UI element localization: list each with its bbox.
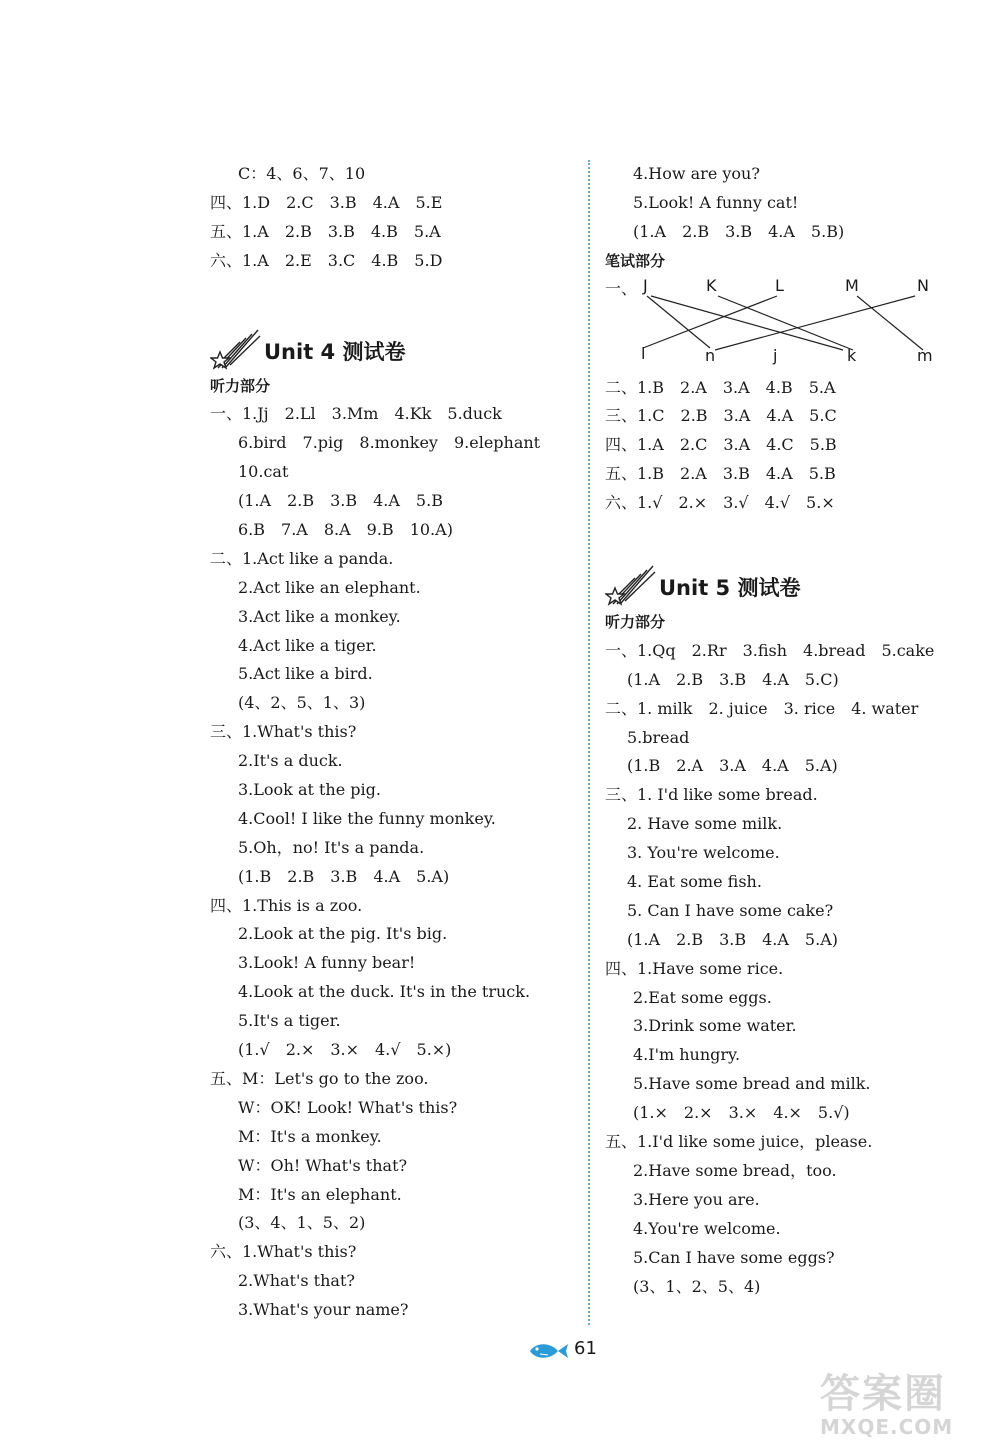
answer-line: 六、1.√ 2.× 3.√ 4.√ 5.× bbox=[605, 493, 835, 513]
match-bottom-j: j bbox=[773, 345, 778, 365]
answer-line: 四、1.Have some rice. bbox=[605, 958, 784, 978]
answer-line: (3、1、2、5、4) bbox=[633, 1276, 761, 1296]
column-divider bbox=[588, 160, 590, 1325]
answer-line: 6.B 7.A 8.A 9.B 10.A) bbox=[238, 520, 453, 540]
answer-line: 二、1. milk 2. juice 3. rice 4. water bbox=[605, 698, 919, 718]
right-answer-list bbox=[605, 637, 950, 1301]
match-top-J: J bbox=[643, 275, 648, 295]
answer-line: (1.A 2.B 3.B 4.A 5.B bbox=[238, 491, 443, 511]
watermark-top: 答案圈 bbox=[820, 1371, 946, 1417]
answer-line: 3.Here you are. bbox=[633, 1189, 760, 1209]
answer-line: 二、1.B 2.A 3.A 4.B 5.A bbox=[605, 377, 836, 397]
unit4-title: Unit 4 测试卷 bbox=[264, 339, 406, 364]
answer-line: 3.Look! A funny bear! bbox=[238, 953, 416, 973]
answer-line: 4.You're welcome. bbox=[633, 1218, 781, 1238]
right-top-lines bbox=[605, 160, 950, 247]
answer-line: 一、1.Jj 2.Ll 3.Mm 4.Kk 5.duck bbox=[210, 404, 502, 424]
answer-line: 六、1.What's this? bbox=[210, 1242, 357, 1262]
answer-line: 2.What's that? bbox=[238, 1271, 355, 1291]
answer-line: 一、1.Qq 2.Rr 3.fish 4.bread 5.cake bbox=[605, 640, 935, 660]
left-top-lines bbox=[210, 160, 570, 276]
answer-line: 五、1.I'd like some juice，please. bbox=[605, 1132, 873, 1152]
match-top-M: M bbox=[845, 275, 859, 295]
answer-line: (1.A 2.B 3.B 4.A 5.C) bbox=[627, 669, 839, 689]
answer-line: 3.Act like a monkey. bbox=[238, 606, 401, 626]
listening-label: 听力部分 bbox=[605, 613, 666, 632]
match-top-K: K bbox=[706, 275, 717, 295]
answer-line: (1.B 2.B 3.B 4.A 5.A) bbox=[238, 866, 450, 886]
answer-line: (1.B 2.A 3.A 4.A 5.A) bbox=[627, 756, 838, 776]
answer-line: (4、2、5、1、3) bbox=[238, 693, 366, 713]
fish-icon bbox=[526, 1340, 570, 1362]
match-bottom-l: l bbox=[641, 343, 646, 363]
answer-line: 4.Cool! I like the funny monkey. bbox=[238, 808, 496, 828]
shooting-star-icon bbox=[605, 558, 657, 608]
answer-line: 4. Eat some fish. bbox=[627, 872, 762, 892]
answer-line: 5.Act like a bird. bbox=[238, 664, 373, 684]
match-line-m bbox=[857, 296, 923, 350]
answer-line: (3、4、1、5、2) bbox=[238, 1213, 366, 1233]
unit5-heading bbox=[605, 546, 950, 608]
answer-line: 四、1.D 2.C 3.B 4.A 5.E bbox=[210, 192, 443, 212]
match-top-L: L bbox=[775, 275, 784, 295]
left-answer-list bbox=[210, 400, 570, 1325]
match-line-n-a bbox=[643, 296, 777, 348]
answer-line: 6.bird 7.pig 8.monkey 9.elephant bbox=[238, 433, 541, 453]
answer-line: 五、1.B 2.A 3.B 4.A 5.B bbox=[605, 464, 836, 484]
match-prefix: 一、 bbox=[605, 278, 638, 298]
answer-line: C：4、6、7、10 bbox=[238, 164, 366, 183]
answer-line: W：OK! Look! What's this? bbox=[238, 1097, 458, 1117]
answer-line: 4.How are you? bbox=[633, 164, 760, 183]
answer-line: 五、1.A 2.B 3.B 4.B 5.A bbox=[210, 221, 441, 241]
answer-line: 四、1.This is a zoo. bbox=[210, 895, 363, 915]
answer-line: 4.Act like a tiger. bbox=[238, 635, 377, 655]
left-column bbox=[210, 160, 570, 1325]
match-bottom-n: n bbox=[705, 345, 716, 365]
answer-line: 10.cat bbox=[238, 462, 289, 482]
answer-line: 3. You're welcome. bbox=[627, 843, 780, 863]
answer-line: 2.Look at the pig. It's big. bbox=[238, 924, 448, 944]
answer-line: 2.Have some bread，too. bbox=[633, 1160, 837, 1180]
match-bottom-k: k bbox=[847, 345, 857, 365]
answer-line: 二、1.Act like a panda. bbox=[210, 548, 394, 568]
answer-line: 5.Can I have some eggs? bbox=[633, 1247, 835, 1267]
unit5-title: Unit 5 测试卷 bbox=[659, 576, 801, 601]
answer-line: 2. Have some milk. bbox=[627, 814, 783, 834]
answer-line: 2.Act like an elephant. bbox=[238, 577, 421, 597]
answer-line: 3.Look at the pig. bbox=[238, 780, 381, 800]
answer-line: 4.I'm hungry. bbox=[633, 1045, 741, 1065]
answer-line: (1.× 2.× 3.× 4.× 5.√) bbox=[633, 1103, 850, 1123]
right-column bbox=[605, 160, 950, 1301]
written-label: 笔试部分 bbox=[605, 251, 666, 270]
match-top-N: N bbox=[917, 275, 929, 295]
answer-line: 五、M：Let's go to the zoo. bbox=[210, 1068, 429, 1088]
answer-line: (1.A 2.B 3.B 4.A 5.A) bbox=[627, 929, 838, 949]
page-number: 61 bbox=[574, 1338, 597, 1359]
answer-line: 2.It's a duck. bbox=[238, 751, 343, 771]
matching-exercise bbox=[605, 276, 950, 374]
right-mid-lines bbox=[605, 374, 950, 518]
answer-line: 三、1.C 2.B 3.A 4.A 5.C bbox=[605, 406, 837, 426]
shooting-star-icon bbox=[210, 322, 262, 372]
answer-line: W：Oh! What's that? bbox=[238, 1155, 408, 1175]
answer-line: 3.What's your name? bbox=[238, 1300, 409, 1320]
answer-line: 5.Oh，no! It's a panda. bbox=[238, 837, 425, 857]
answer-line: 三、1.What's this? bbox=[210, 722, 357, 742]
answer-line: 5.bread bbox=[627, 727, 690, 747]
answer-line: 4.Look at the duck. It's in the truck. bbox=[238, 982, 531, 1002]
answer-line: 5. Can I have some cake? bbox=[627, 900, 834, 920]
answer-line: 四、1.A 2.C 3.A 4.C 5.B bbox=[605, 435, 837, 455]
match-line-k bbox=[718, 296, 853, 350]
answer-line: 5.Have some bread and milk. bbox=[633, 1074, 871, 1094]
answer-line: 5.It's a tiger. bbox=[238, 1011, 341, 1031]
listening-label: 听力部分 bbox=[210, 376, 271, 395]
answer-line: 3.Drink some water. bbox=[633, 1016, 797, 1036]
answer-line: 5.Look! A funny cat! bbox=[633, 192, 799, 212]
answer-line: M：It's an elephant. bbox=[238, 1184, 402, 1204]
answer-line: 2.Eat some eggs. bbox=[633, 987, 772, 1007]
answer-line: 三、1. I'd like some bread. bbox=[605, 785, 818, 805]
match-bottom-m: m bbox=[917, 345, 933, 365]
watermark-bottom: MXQE.COM bbox=[820, 1415, 954, 1439]
answer-line: (1.A 2.B 3.B 4.A 5.B) bbox=[633, 221, 845, 241]
watermark-logo bbox=[820, 1362, 990, 1440]
answer-line: M：It's a monkey. bbox=[238, 1126, 382, 1146]
answer-line: 六、1.A 2.E 3.C 4.B 5.D bbox=[210, 250, 443, 270]
unit4-heading bbox=[210, 310, 570, 372]
answer-line: (1.√ 2.× 3.× 4.√ 5.×) bbox=[238, 1040, 452, 1060]
